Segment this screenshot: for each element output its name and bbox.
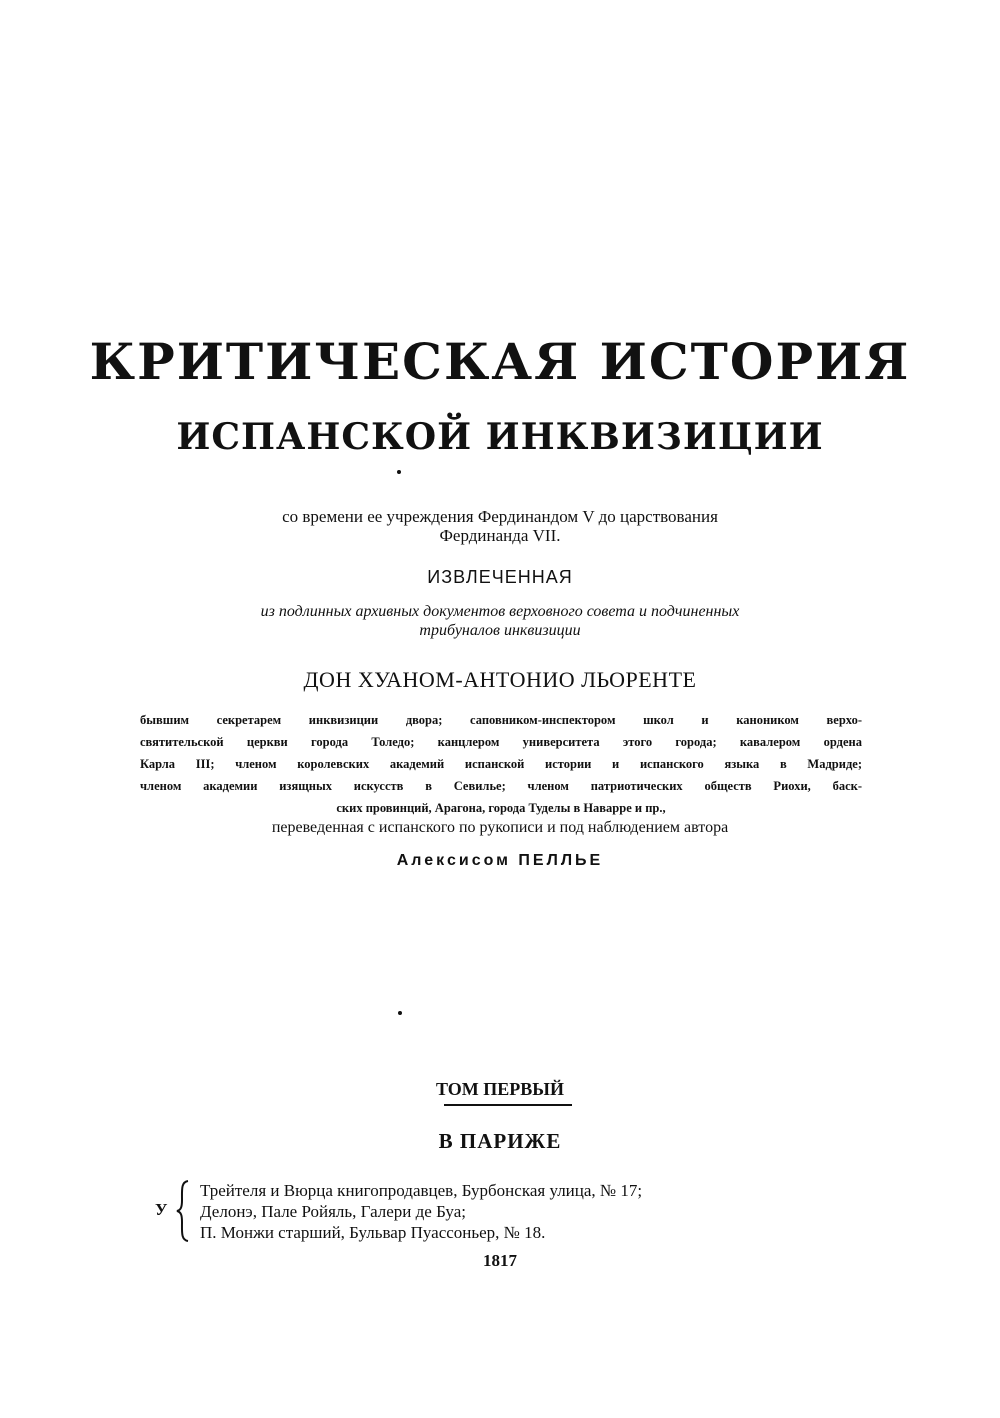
- print-speck: [397, 470, 401, 474]
- brace-icon: [176, 1180, 190, 1242]
- seller-line-3: П. Монжи старший, Бульвар Пуассоньер, № 18.: [200, 1223, 546, 1242]
- main-title: КРИТИЧЕСКАЯ ИСТОРИЯ: [89, 332, 911, 391]
- credential-line-3: Карла III; членом королевских академий испанской истории и испанского языка в Мадриде;: [140, 757, 862, 771]
- translator-name: Алексисом ПЕЛЛЬЕ: [396, 852, 604, 869]
- credential-line-5: ских провинций, Арагона, города Туделы в Наварре и пр.,: [336, 801, 666, 815]
- volume-rule: [444, 1104, 572, 1106]
- credential-line-4: членом академии изящных искусств в Севилье; членом патриотических обществ Риохи, баск-: [140, 779, 862, 793]
- period-line-1: со времени ее учреждения Фердинандом V до царствования: [282, 507, 718, 526]
- source-line-2: трибуналов инквизиции: [419, 622, 581, 639]
- source-line-1: из подлинных архивных документов верховного совета и подчиненных: [260, 603, 740, 620]
- credential-line-2: святительской церкви города Толедо; канцлером университета этого города; кавалером ордена: [140, 735, 862, 749]
- publication-place: В ПАРИЖЕ: [438, 1129, 562, 1153]
- sellers-prefix: У: [155, 1200, 168, 1219]
- subtitle: ИСПАНСКОЙ ИНКВИЗИЦИИ: [176, 416, 824, 458]
- translation-note: переведенная с испанского по рукописи и под наблюдением автора: [271, 819, 729, 836]
- seller-line-1: Трейтеля и Вюрца книгопродавцев, Бурбонская улица, № 17;: [200, 1181, 643, 1200]
- extracted-label: ИЗВЛЕЧЕННАЯ: [427, 567, 573, 587]
- period-line-2: Фердинанда VII.: [439, 526, 561, 545]
- seller-line-2: Делонэ, Пале Ройяль, Галери де Буа;: [200, 1202, 466, 1221]
- publication-year: 1817: [483, 1251, 517, 1270]
- credential-line-1: бывшим секретарем инквизиции двора; саповником-инспектором школ и каноником верхо-: [140, 713, 862, 727]
- author-name: ДОН ХУАНОМ-АНТОНИО ЛЬОРЕНТЕ: [303, 667, 697, 692]
- volume-label: ТОМ ПЕРВЫЙ: [436, 1079, 564, 1099]
- print-speck: [398, 1011, 402, 1015]
